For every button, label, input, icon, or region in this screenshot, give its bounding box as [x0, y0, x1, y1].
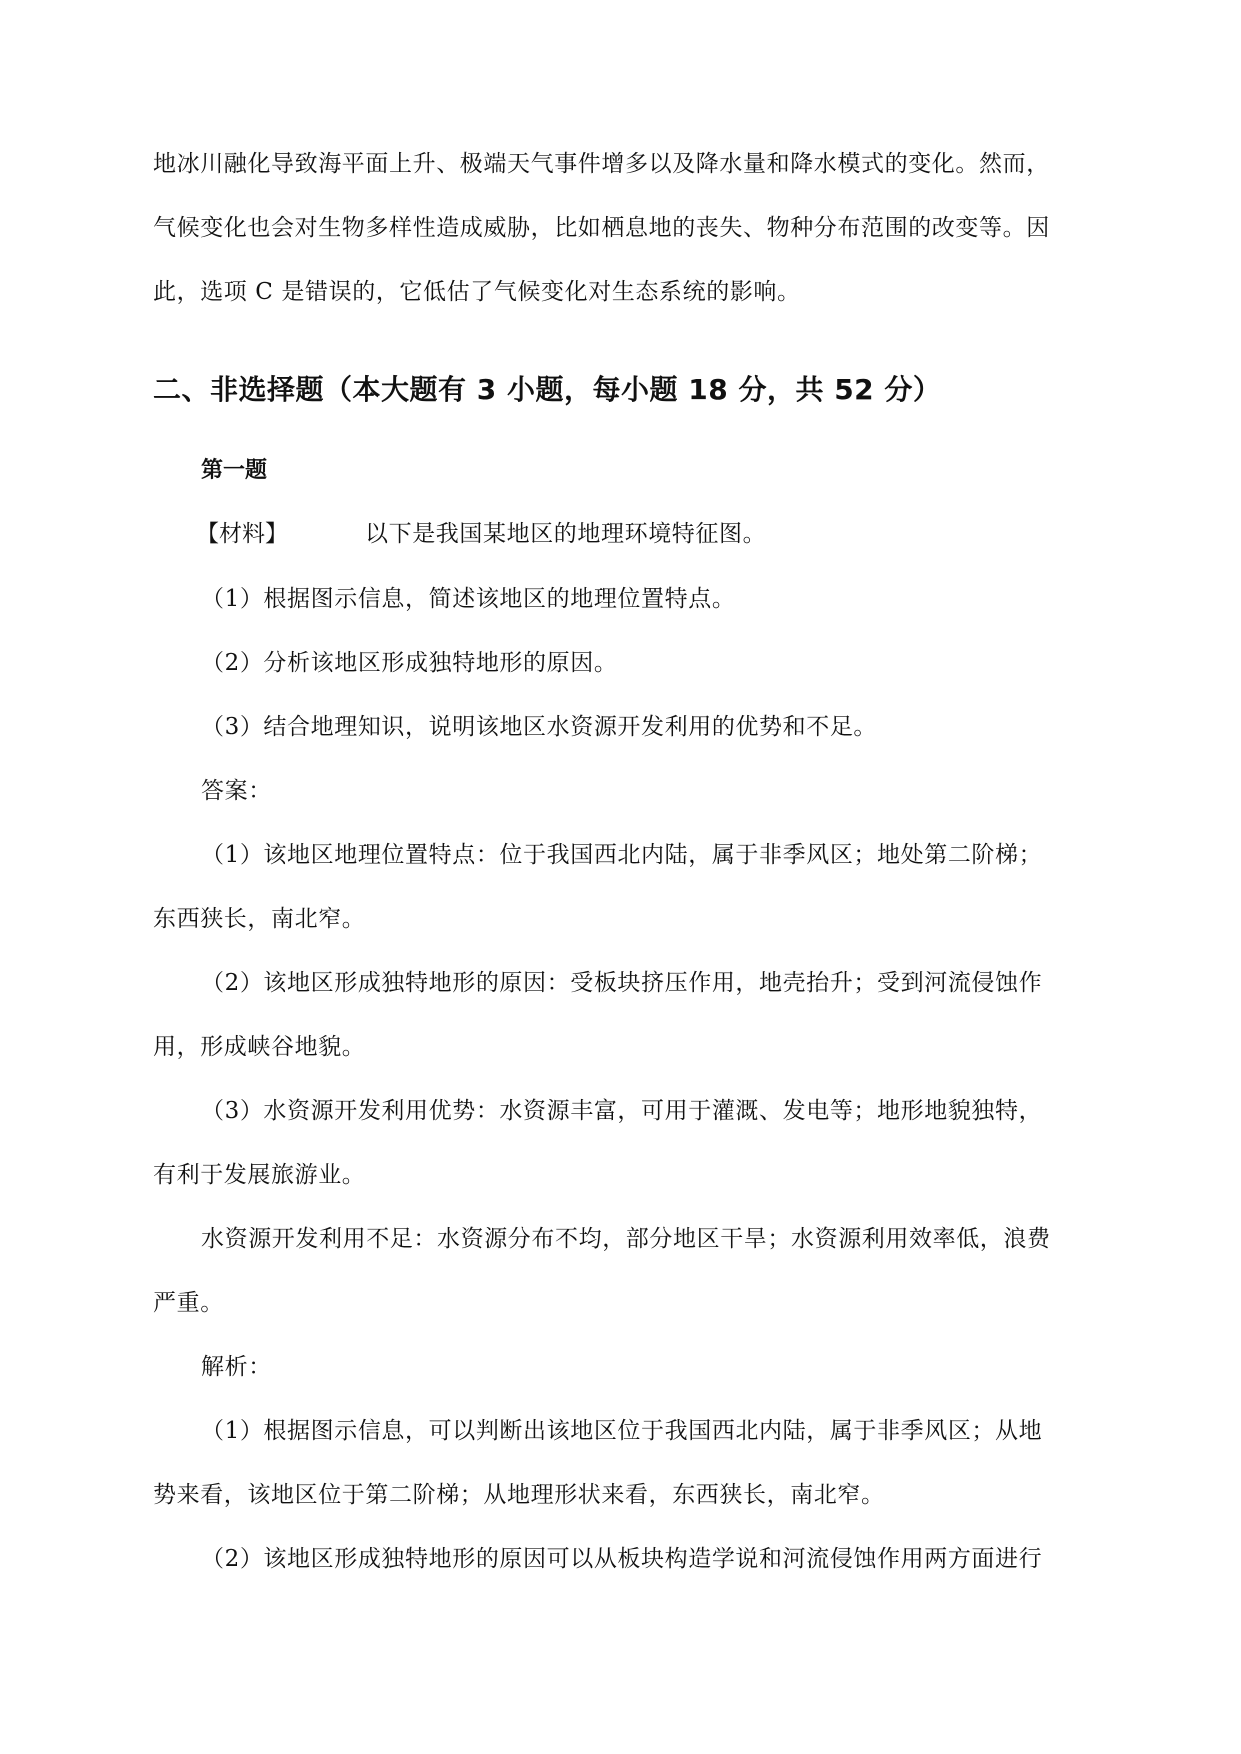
intro-paragraph-line: 地冰川融化导致海平面上升、极端天气事件增多以及降水量和降水模式的变化。然而， [153, 151, 1050, 177]
answer-label: 答案： [201, 778, 272, 804]
answer-3b-line: 严重。 [153, 1290, 224, 1316]
answer-3-line: （3）水资源开发利用优势：水资源丰富，可用于灌溉、发电等；地形地貌独特， [201, 1098, 1043, 1124]
answer-1-line: （1）该地区地理位置特点：位于我国西北内陆，属于非季风区；地处第二阶梯； [201, 842, 1043, 868]
analysis-2-line: （2）该地区形成独特地形的原因可以从板块构造学说和河流侵蚀作用两方面进行 [201, 1546, 1043, 1572]
intro-paragraph-line: 气候变化也会对生物多样性造成威胁，比如栖息地的丧失、物种分布范围的改变等。因 [153, 215, 1050, 241]
question-title: 第一题 [201, 458, 268, 483]
sub-question-3: （3）结合地理知识，说明该地区水资源开发利用的优势和不足。 [201, 714, 878, 740]
analysis-1-line: （1）根据图示信息，可以判断出该地区位于我国西北内陆，属于非季风区；从地 [201, 1418, 1043, 1444]
answer-2-line: （2）该地区形成独特地形的原因：受板块挤压作用，地壳抬升；受到河流侵蚀作 [201, 970, 1043, 996]
answer-2-line: 用，形成峡谷地貌。 [153, 1034, 366, 1060]
sub-question-1: （1）根据图示信息，简述该地区的地理位置特点。 [201, 586, 736, 612]
material-text: 以下是我国某地区的地理环境特征图。 [365, 521, 767, 547]
answer-1-line: 东西狭长，南北窄。 [153, 906, 366, 932]
sub-question-2: （2）分析该地区形成独特地形的原因。 [201, 650, 618, 676]
section-heading: 二、非选择题（本大题有 3 小题，每小题 18 分，共 52 分） [153, 373, 942, 406]
intro-paragraph-line: 此，选项 C 是错误的，它低估了气候变化对生态系统的影响。 [153, 279, 801, 305]
material-label: 【材料】 [196, 521, 288, 547]
answer-3-line: 有利于发展旅游业。 [153, 1162, 366, 1188]
analysis-1-line: 势来看，该地区位于第二阶梯；从地理形状来看，东西狭长，南北窄。 [153, 1482, 885, 1508]
analysis-label: 解析： [201, 1354, 272, 1380]
answer-3b-line: 水资源开发利用不足：水资源分布不均，部分地区干旱；水资源利用效率低，浪费 [201, 1226, 1051, 1252]
